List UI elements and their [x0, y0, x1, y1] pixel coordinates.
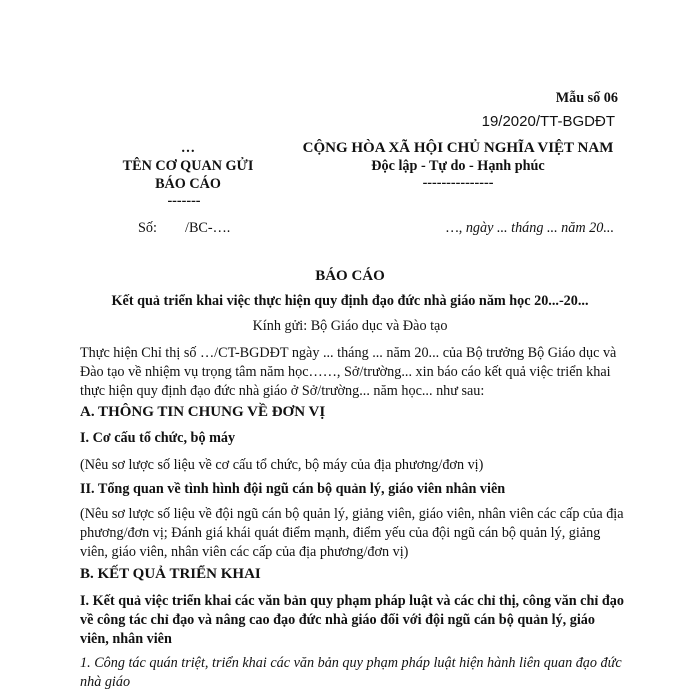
agency-rule: -------	[167, 193, 201, 209]
section-a1-note: (Nêu sơ lược số liệu về cơ cấu tổ chức, bộ máy của địa phương/đơn vị)	[80, 457, 484, 473]
intro-paragraph: Thực hiện Chỉ thị số …/CT-BGDĐT ngày ... tháng ... năm 20... của Bộ trưởng Bộ Giáo dục và Đào tạo về nhiệm vụ trọng tâm năm học……, Sở/trường... xin báo cáo kết quả việc triển khai thực hiện quy định đạo đức nhà giáo ở Sở/trường... năm học... như sau:	[80, 345, 617, 399]
section-a1-heading: I. Cơ cấu tổ chức, bộ máy	[80, 430, 236, 446]
section-a2-heading: II. Tổng quan về tình hình đội ngũ cán bộ quản lý, giáo viên nhân viên	[80, 481, 506, 497]
ref-number-label: Số:	[138, 220, 157, 236]
date-line: …, ngày ... tháng ... năm 20...	[446, 220, 614, 236]
form-code: Mẫu số 06	[555, 90, 618, 106]
ref-number-value: /BC-….	[185, 220, 231, 236]
section-b-heading: B. KẾT QUẢ TRIỂN KHAI	[80, 566, 261, 582]
section-b1-item1: 1. Công tác quán triệt, triển khai các văn bản quy phạm pháp luật hiện hành liên quan đạo đức nhà giáo	[80, 655, 622, 690]
report-title: BÁO CÁO	[315, 268, 385, 284]
report-recipient: Kính gửi: Bộ Giáo dục và Đào tạo	[252, 318, 448, 334]
section-a2-note: (Nêu sơ lược số liệu về đội ngũ cán bộ quản lý, giảng viên, giáo viên, nhân viên các cấp của địa phương/đơn vị; Đánh giá khái quát điểm mạnh, điểm yếu của đội ngũ cán bộ quản lý, giảng viên, giáo viên, nhân viên các cấp của địa phương/đơn vị)	[80, 506, 624, 560]
report-subtitle: Kết quả triển khai việc thực hiện quy định đạo đức nhà giáo năm học 20...-20...	[111, 293, 589, 309]
circular-reference: 19/2020/TT-BGDĐT	[481, 113, 615, 130]
agency-name: TÊN CƠ QUAN GỬI BÁO CÁO	[122, 158, 254, 192]
nation-rule: ---------------	[422, 175, 494, 191]
nation-motto: Độc lập - Tự do - Hạnh phúc	[371, 158, 545, 174]
section-a-heading: A. THÔNG TIN CHUNG VỀ ĐƠN VỊ	[80, 404, 326, 420]
agency-ellipsis: …	[180, 140, 196, 156]
nation-title: CỘNG HÒA XÃ HỘI CHỦ NGHĨA VIỆT NAM	[302, 140, 614, 156]
section-b1-heading: I. Kết quả việc triển khai các văn bản quy phạm pháp luật và các chỉ thị, công văn chỉ đạo về công tác chỉ đạo và nâng cao đạo đức nhà giáo đối với đội ngũ cán bộ quản lý, giáo viên, nhân viên	[80, 593, 624, 647]
